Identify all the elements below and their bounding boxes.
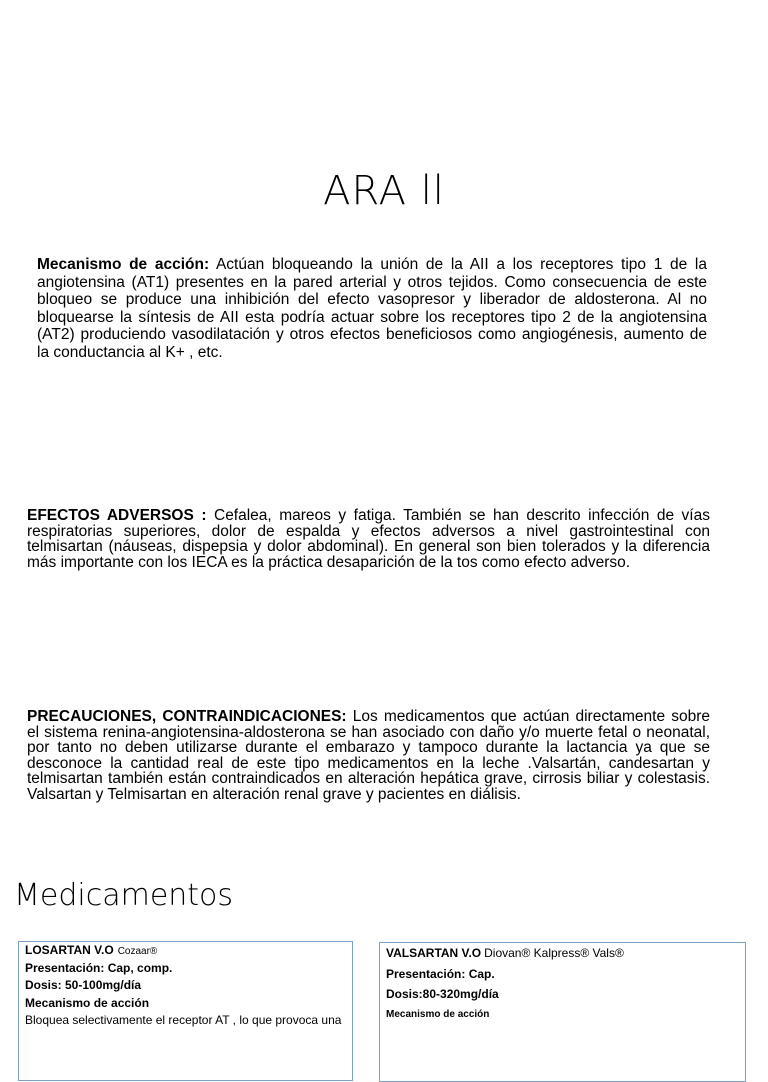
valsartan-name-line (386, 943, 739, 964)
adverse-effects-paragraph (27, 508, 710, 570)
losartan-mechanism-text: Bloquea selectivamente el receptor AT , lo que provoca una (25, 1013, 342, 1027)
losartan-mechanism-label: Mecanismo de acción (25, 995, 150, 1010)
losartan-brand: Cozaar® (117, 946, 158, 957)
valsartan-mechanism-label: Mecanismo de acción (386, 1008, 490, 1020)
valsartan-presentation: Presentación: Cap. (386, 966, 495, 981)
valsartan-dose: Dosis:80-320mg/día (386, 987, 499, 1001)
losartan-dose: Dosis: 50-100mg/día (25, 978, 142, 992)
valsartan-name: VALSARTAN V.O (386, 946, 482, 960)
adverse-effects-label: EFECTOS ADVERSOS : (27, 507, 207, 524)
precautions-text: Los medicamentos que actúan directamente sobre el sistema renina-angiotensina-aldosterona se han asociado con daño y/o muerte fetal o neonatal, por tanto no deben utilizarse durante el embarazo y tampoco durante la lactancia ya que se desconoce la cantidad real de este tipo medicamentos en la leche .Valsartán, candesartan y telmisartan también están contraindicados en alteración hepática grave, cirrosis biliar y colestasis. Valsartan y Telmisartan en alteración renal grave y pacientes en diálisis. (27, 708, 711, 803)
losartan-card (18, 941, 353, 1081)
precautions-label: PRECAUCIONES, CONTRAINDICACIONES: (27, 708, 347, 725)
mechanism-text: Actúan bloqueando la unión de la AII a los receptores tipo 1 de la angiotensina (AT1) presentes en la pared arterial y otros tejidos. Como consecuencia de este bloqueo se produce una inhibición del efecto vasopresor y liberador de aldosterona. Al no bloquearse la síntesis de AII esta podría actuar sobre los receptores tipo 2 de la angiotensina (AT2) produciendo vasodilatación y otros efectos beneficiosos como angiogénesis, aumento de la conductancia al K+ , etc. (37, 256, 707, 361)
precautions-paragraph (27, 709, 710, 802)
losartan-name: LOSARTAN V.O (25, 943, 114, 957)
valsartan-card (379, 942, 746, 1082)
losartan-name-line (25, 942, 346, 960)
page-title: ARA ll (323, 168, 445, 214)
losartan-presentation: Presentación: Cap, comp. (25, 960, 173, 975)
valsartan-brand: Diovan® Kalpress® Vals® (484, 946, 624, 960)
mechanism-label: Mecanismo de acción: (37, 256, 210, 273)
adverse-effects-text: Cefalea, mareos y fatiga. También se han descrito infección de vías respiratorias superiores, dolor de espalda y efectos adversos a nivel gastrointestinal con telmisartan (náuseas, dispepsia y dolor abdominal). En general son bien tolerados y la diferencia más importante con los IECA es la práctica desaparición de la tos como efecto adverso. (27, 507, 710, 571)
mechanism-paragraph (37, 256, 707, 361)
medications-heading: Medicamentos (14, 878, 234, 913)
